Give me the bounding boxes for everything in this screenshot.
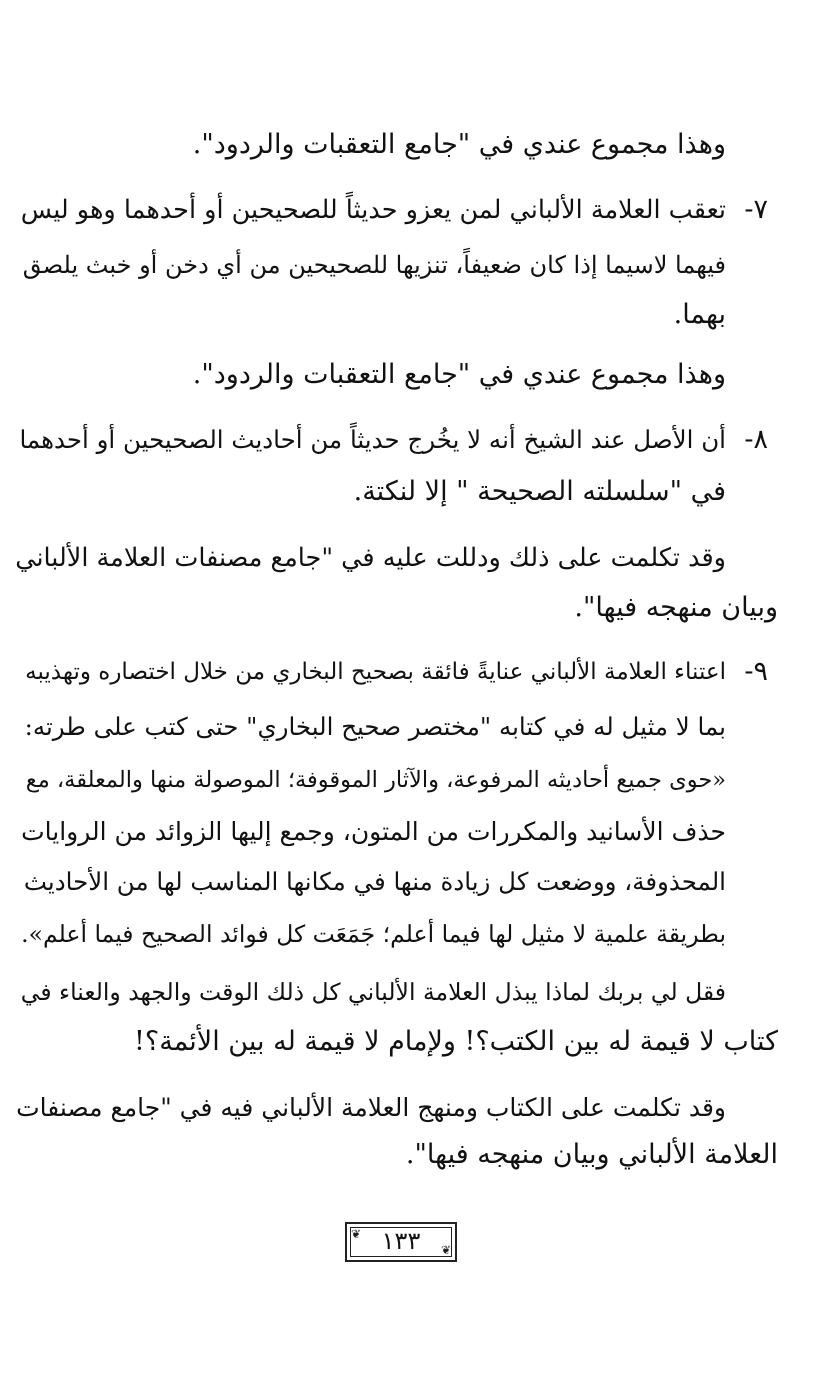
text-line: وهذا مجموع عندي في "جامع التعقبات والردود". xyxy=(192,359,726,390)
text-line: وبيان منهجه فيها". xyxy=(574,592,778,623)
item-number-9: ٩- xyxy=(744,656,768,687)
text-line: بهما. xyxy=(673,299,726,330)
text-line: اعتناء العلامة الألباني عنايةً فائقة بصحيح البخاري من خلال اختصاره وتهذيبه xyxy=(25,659,726,685)
text-line: أن الأصل عند الشيخ أنه لا يخُرج حديثاً من أحاديث الصحيحين أو أحدهما xyxy=(19,425,726,454)
item-number-7: ٧- xyxy=(744,194,768,225)
text-line: وهذا مجموع عندي في "جامع التعقبات والردود". xyxy=(192,129,726,160)
page-number: ١٣٣ xyxy=(381,1227,421,1255)
text-line: المحذوفة، ووضعت كل زيادة منها في مكانها المناسب لها من الأحاديث xyxy=(23,867,726,896)
text-line: وقد تكلمت على ذلك ودللت عليه في "جامع مصنفات العلامة الألباني xyxy=(15,543,726,573)
corner-ornament: ❦ xyxy=(351,1227,362,1241)
corner-ornament: ❦ xyxy=(440,1243,451,1257)
text-line: العلامة الألباني وبيان منهجه فيها". xyxy=(405,1139,778,1170)
text-line: فيهما لاسيما إذا كان ضعيفاً، تنزيها للصحيحين من أي دخن أو خبث يلصق xyxy=(22,251,726,279)
text-line: «حوى جميع أحاديثه المرفوعة، والآثار الموقوفة؛ الموصولة منها والمعلقة، مع xyxy=(25,767,726,793)
text-line: في "سلسلته الصحيحة " إلا لنكتة. xyxy=(353,476,726,507)
text-line: كتاب لا قيمة له بين الكتب؟! ولإمام لا قيمة له بين الأئمة؟! xyxy=(134,1026,778,1057)
text-line: تعقب العلامة الألباني لمن يعزو حديثاً للصحيحين أو أحدهما وهو ليس xyxy=(20,195,726,225)
text-line: بما لا مثيل له في كتابه "مختصر صحيح البخاري" حتى كتب على طرته: xyxy=(24,712,726,741)
page-number-frame xyxy=(345,1222,457,1262)
item-number-8: ٨- xyxy=(744,424,768,455)
text-line: فقل لي بربك لماذا يبذل العلامة الألباني كل ذلك الوقت والجهد والعناء في xyxy=(20,978,726,1006)
text-line: بطريقة علمية لا مثيل لها فيما أعلم؛ جَمَعَت كل فوائد الصحيح فيما أعلم». xyxy=(21,920,726,948)
text-line: حذف الأسانيد والمكررات من المتون، وجمع إليها الزوائد من الروايات xyxy=(21,817,726,846)
text-line: وقد تكلمت على الكتاب ومنهج العلامة الألباني فيه في "جامع مصنفات xyxy=(16,1093,726,1122)
